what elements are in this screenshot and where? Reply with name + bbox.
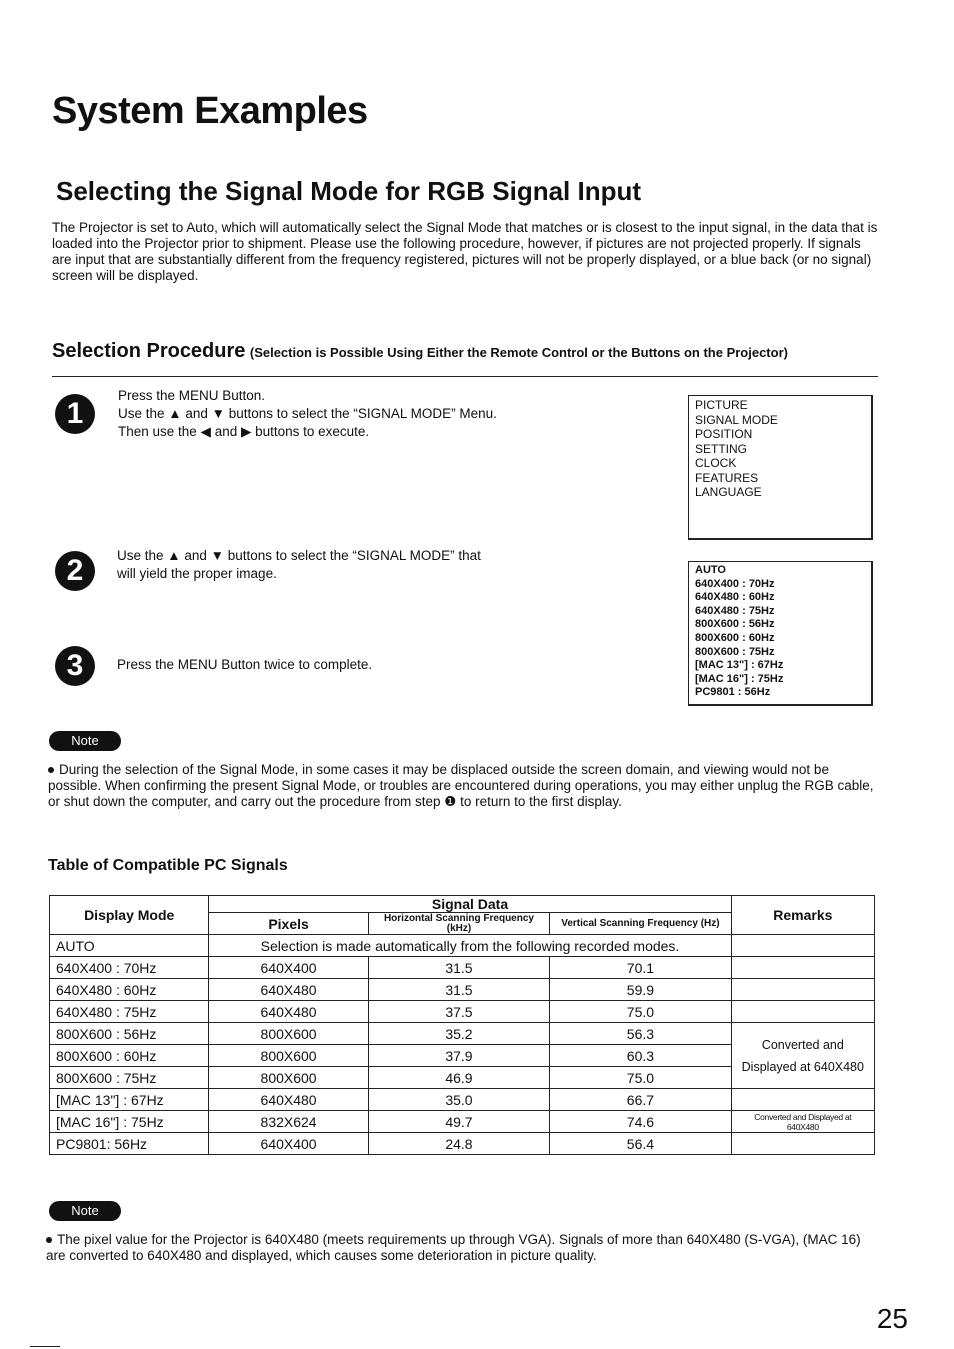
compatible-signals-table	[49, 895, 875, 1155]
menu-item: FEATURES	[695, 470, 759, 485]
page-title: System Examples	[52, 90, 368, 132]
header-pixels: Pixels	[209, 913, 368, 935]
header-vertical-scanning: Vertical Scanning Frequency (Hz)	[550, 913, 731, 935]
note-1-text: During the selection of the Signal Mode, in some cases it may be displaced outside the screen domain, and viewing would not be possible. When confirming the present Signal Mode, or troubles are encountered during operations, you may either unplug the RGB cable, or shut down the computer, and carry out the procedure from step ❶ to return to the first display.	[48, 762, 874, 809]
step-1-line: Use the ▲ and ▼ buttons to select the “SIGNAL MODE” Menu.	[118, 406, 497, 421]
step-1-line: Press the MENU Button.	[118, 388, 266, 403]
cell-hscan: 37.5	[368, 1001, 549, 1023]
cell-vscan: 60.3	[550, 1045, 731, 1067]
cell-mode: AUTO	[50, 935, 209, 957]
cell-mode: 800X600 : 75Hz	[50, 1067, 209, 1089]
cell-vscan: 74.6	[550, 1111, 731, 1133]
table-row	[50, 957, 875, 979]
cell-mode: [MAC 16"] : 75Hz	[50, 1111, 209, 1133]
procedure-heading	[52, 340, 882, 363]
note-2-text: The pixel value for the Projector is 640X480 (meets requirements up through VGA). Signals of more than 640X480 (S-VGA), (MAC 16) are converted to 640X480 and displayed, which causes some deterioration in picture quality.	[46, 1232, 861, 1263]
signal-mode-option: [MAC 16"] : 75Hz	[695, 672, 784, 685]
cell-pixels: 640X480	[209, 979, 368, 1001]
table-row	[50, 1023, 875, 1045]
note-1	[48, 762, 878, 810]
cell-pixels: 800X600	[209, 1045, 368, 1067]
cell-mode: 640X480 : 75Hz	[50, 1001, 209, 1023]
signal-mode-option: 640X480 : 60Hz	[695, 591, 775, 604]
cell-pixels: 800X600	[209, 1067, 368, 1089]
table-row	[50, 979, 875, 1001]
cell-remarks	[731, 1133, 874, 1155]
cell-remarks-mac16: Converted and Displayed at 640X480	[731, 1111, 874, 1133]
menu-item: CLOCK	[695, 456, 737, 470]
signal-mode-option: 640X480 : 75Hz	[695, 604, 775, 617]
intro-paragraph: The Projector is set to Auto, which will automatically select the Signal Mode that matches or is closest to the input signal, in the data that is loaded into the Projector prior to shipment. Please use the following procedure, however, if pictures are not projected properly. If signals are input that are substantially different from the frequency registered, pictures will not be properly displayed, or a blue back (or no signal) screen will be displayed.	[52, 220, 878, 283]
bullet-icon	[46, 1237, 52, 1243]
step-1-number: 1	[55, 394, 95, 434]
procedure-title: Selection Procedure	[52, 340, 246, 362]
step-2-number: 2	[55, 551, 95, 591]
section-title: Selecting the Signal Mode for RGB Signal Input	[56, 176, 642, 206]
signal-mode-option: [MAC 13"] : 67Hz	[695, 659, 784, 672]
cell-mode: 640X400 : 70Hz	[50, 957, 209, 979]
cell-pixels: 800X600	[209, 1023, 368, 1045]
signal-mode-menu-box	[688, 561, 873, 706]
signal-mode-option: PC9801 : 56Hz	[695, 686, 771, 699]
cell-hscan: 49.7	[368, 1111, 549, 1133]
step-2-line: will yield the proper image.	[117, 566, 277, 581]
cell-mode: 800X600 : 60Hz	[50, 1045, 209, 1067]
cell-auto-description: Selection is made automatically from the following recorded modes.	[209, 935, 731, 957]
menu-item: SIGNAL MODE	[695, 412, 778, 427]
cell-pixels: 640X400	[209, 1133, 368, 1155]
cell-pixels: 832X624	[209, 1111, 368, 1133]
cell-vscan: 75.0	[550, 1067, 731, 1089]
note-2	[46, 1232, 880, 1264]
cell-vscan: 56.3	[550, 1023, 731, 1045]
table-row	[50, 1111, 875, 1133]
page-number: 25	[876, 1303, 908, 1334]
cell-hscan: 37.9	[368, 1045, 549, 1067]
cell-vscan: 56.4	[550, 1133, 731, 1155]
menu-item: LANGUAGE	[695, 485, 762, 499]
note-badge: Note	[49, 731, 121, 751]
cell-pixels: 640X400	[209, 957, 368, 979]
cell-hscan: 46.9	[368, 1067, 549, 1089]
cell-vscan: 66.7	[550, 1089, 731, 1111]
cell-hscan: 35.0	[368, 1089, 549, 1111]
cell-remarks	[731, 1089, 874, 1111]
table-row	[50, 1133, 875, 1155]
cell-vscan: 75.0	[550, 1001, 731, 1023]
header-horizontal-scanning: Horizontal Scanning Frequency (kHz)	[368, 913, 549, 935]
menu-item: PICTURE	[695, 398, 748, 412]
signal-mode-option: AUTO	[695, 564, 726, 576]
signal-mode-option: 640X400 : 70Hz	[695, 577, 775, 590]
cell-pixels: 640X480	[209, 1089, 368, 1111]
cell-pixels: 640X480	[209, 1001, 368, 1023]
cell-hscan: 31.5	[368, 979, 549, 1001]
note-badge: Note	[49, 1201, 121, 1221]
procedure-subtitle: (Selection is Possible Using Either the Remote Control or the Buttons on the Projector)	[249, 345, 788, 360]
cell-vscan: 70.1	[550, 957, 731, 979]
table-row	[50, 1001, 875, 1023]
step-3-line: Press the MENU Button twice to complete.	[117, 657, 373, 672]
signal-mode-option: 800X600 : 56Hz	[695, 618, 775, 631]
cell-remarks	[731, 1001, 874, 1023]
cell-mode: PC9801: 56Hz	[50, 1133, 209, 1155]
header-display-mode: Display Mode	[50, 896, 209, 935]
menu-item: POSITION	[695, 427, 753, 441]
cell-mode: 800X600 : 56Hz	[50, 1023, 209, 1045]
cell-hscan: 31.5	[368, 957, 549, 979]
procedure-divider	[52, 376, 878, 377]
header-signal-data: Signal Data	[209, 896, 731, 913]
cell-remarks-converted: Converted and Displayed at 640X480	[731, 1023, 874, 1089]
footer-mark	[30, 1346, 60, 1347]
table-row	[50, 1089, 875, 1111]
cell-mode: [MAC 13"] : 67Hz	[50, 1089, 209, 1111]
signal-mode-option: 800X600 : 60Hz	[695, 631, 775, 644]
cell-vscan: 59.9	[550, 979, 731, 1001]
step-1-text	[118, 387, 497, 441]
step-2-text	[117, 547, 481, 583]
menu-item: SETTING	[695, 441, 748, 456]
step-3-text	[117, 656, 372, 674]
cell-remarks	[731, 979, 874, 1001]
cell-remarks	[731, 935, 874, 957]
bullet-icon	[48, 767, 54, 773]
header-remarks: Remarks	[731, 896, 874, 935]
main-menu-box	[688, 395, 873, 540]
cell-remarks	[731, 957, 874, 979]
step-2-line: Use the ▲ and ▼ buttons to select the “SIGNAL MODE” that	[117, 548, 481, 563]
cell-mode: 640X480 : 60Hz	[50, 979, 209, 1001]
table-title: Table of Compatible PC Signals	[48, 857, 288, 874]
signal-mode-option: 800X600 : 75Hz	[695, 645, 775, 658]
step-3-number: 3	[55, 646, 95, 686]
step-1-line: Then use the ◀ and ▶ buttons to execute.	[118, 424, 370, 439]
table-row	[50, 935, 875, 957]
cell-hscan: 35.2	[368, 1023, 549, 1045]
cell-hscan: 24.8	[368, 1133, 549, 1155]
